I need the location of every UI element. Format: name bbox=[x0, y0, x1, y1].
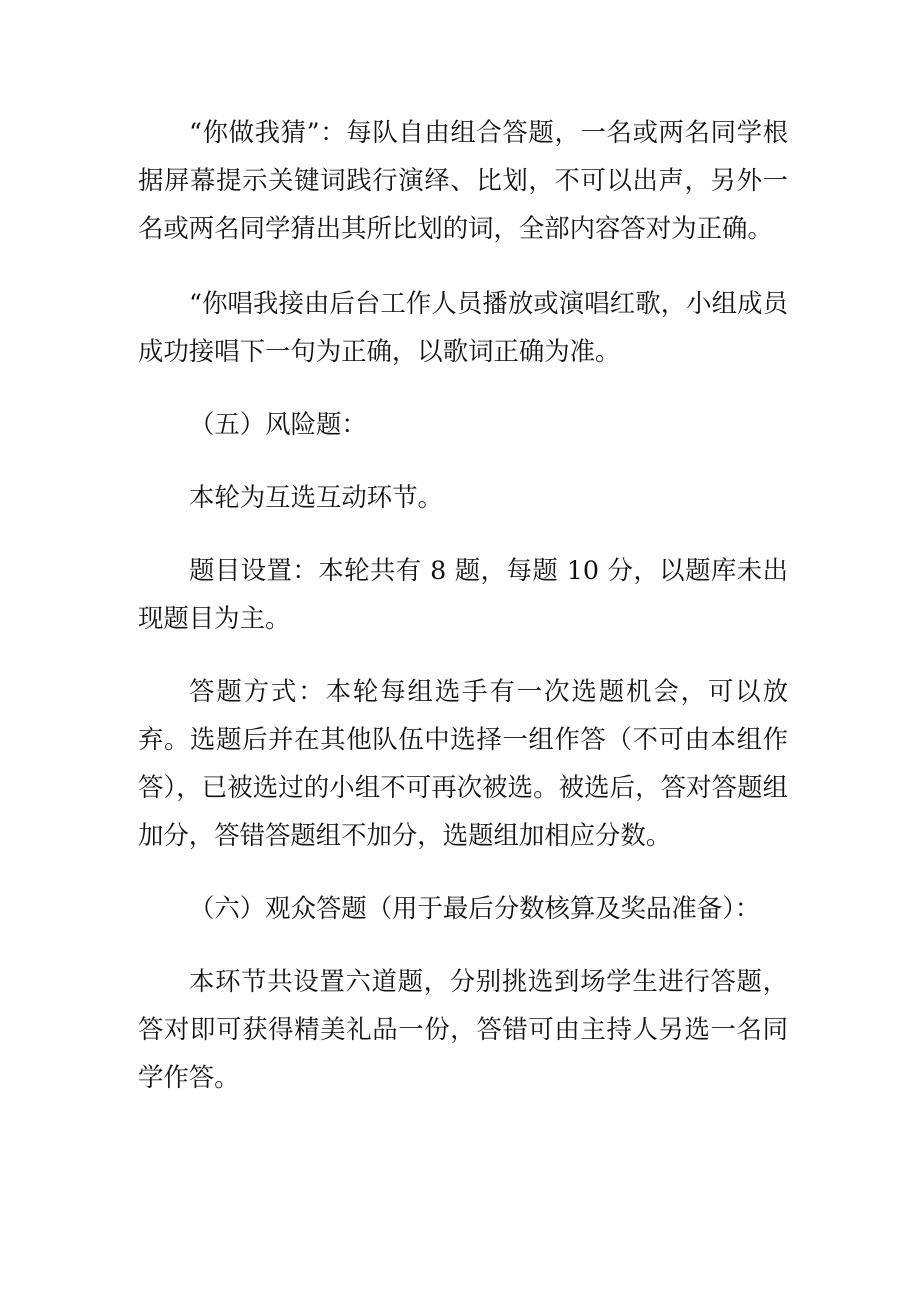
paragraph-question-setup: 题目设置：本轮共有 8 题，每题 10 分，以题库未出现题目为主。 bbox=[138, 555, 788, 633]
paragraph-answer-method: 答题方式：本轮每组选手有一次选题机会，可以放弃。选题后并在其他队伍中选择一组作答（不可由本组作答），已被选过的小组不可再次被选。被选后，答对答题组加分，答错答题组不加分，选题组加相应分数。 bbox=[138, 676, 788, 850]
section-heading-audience-quiz: （六）观众答题（用于最后分数核算及奖品准备）： bbox=[189, 893, 761, 923]
section-heading-risk-round: （五）风险题： bbox=[189, 409, 367, 439]
paragraph-risk-round-intro: 本轮为互选互动环节。 bbox=[189, 482, 443, 512]
paragraph-charades-rule: “你做我猜”：每队自由组合答题，一名或两名同学根据屏幕提示关键词践行演绎、比划，不可以出声，另外一名或两名同学猜出其所比划的词，全部内容答对为正确。 bbox=[138, 117, 788, 243]
paragraph-song-relay-rule: “你唱我接由后台工作人员播放或演唱红歌，小组成员成功接唱下一句为正确，以歌词正确为准。 bbox=[138, 288, 788, 366]
document-body bbox=[138, 108, 788, 1101]
paragraph-audience-quiz-rule: 本环节共设置六道题，分别挑选到场学生进行答题，答对即可获得精美礼品一份，答错可由主持人另选一名同学作答。 bbox=[138, 966, 788, 1092]
